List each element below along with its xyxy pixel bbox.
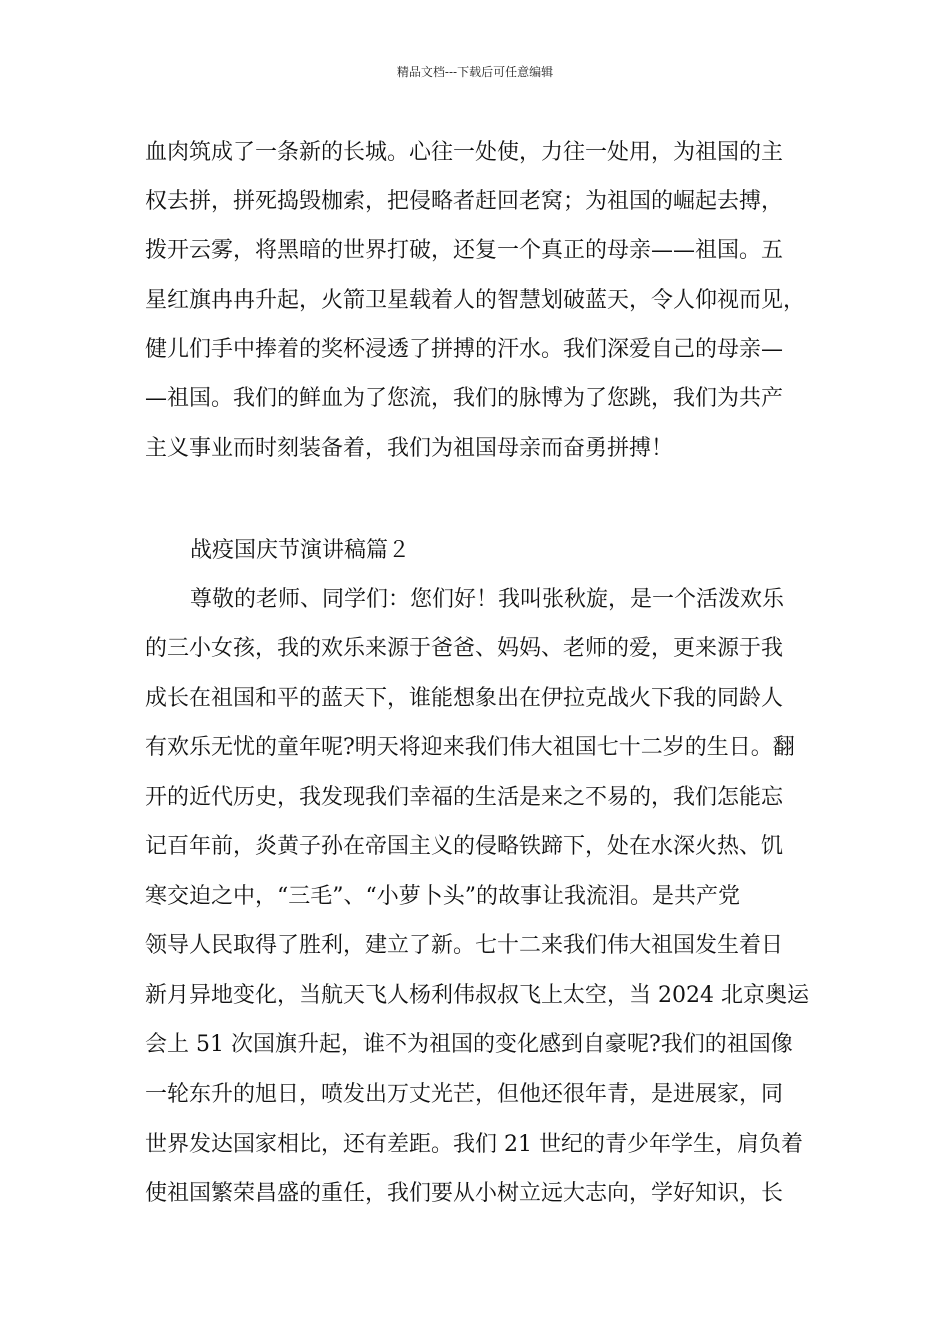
paragraph-1-line-6: —祖国。我们的鲜血为了您流，我们的脉博为了您跳，我们为共产: [145, 386, 784, 411]
paragraph-2-line-9: 新月异地变化，当航天飞人杨利伟叔叔飞上太空，当 2024 北京奥运: [145, 983, 809, 1008]
paragraph-2-line-13: 使祖国繁荣昌盛的重任，我们要从小树立远大志向，学好知识，长: [145, 1181, 784, 1206]
paragraph-2-line-3: 成长在祖国和平的蓝天下，谁能想象出在伊拉克战火下我的同龄人: [145, 686, 784, 711]
paragraph-1-line-5: 健儿们手中捧着的奖杯浸透了拼搏的汗水。我们深爱自己的母亲—: [145, 337, 784, 362]
paragraph-2-line-5: 开的近代历史，我发现我们幸福的生活是来之不易的，我们怎能忘: [145, 785, 784, 810]
paragraph-1-line-2: 权去拼，拼死捣毁枷索，把侵略者赶回老窝；为祖国的崛起去搏，: [145, 189, 784, 214]
paragraph-1-line-3: 拨开云雾，将黑暗的世界打破，还复一个真正的母亲——祖国。五: [145, 238, 784, 263]
paragraph-2-line-4: 有欢乐无忧的童年呢?明天将迎来我们伟大祖国七十二岁的生日。翻: [145, 735, 795, 760]
paragraph-1-line-4: 星红旗冉冉升起，火箭卫星载着人的智慧划破蓝天，令人仰视而见，: [145, 288, 806, 313]
paragraph-2-line-8: 领导人民取得了胜利，建立了新。七十二来我们伟大祖国发生着日: [145, 933, 784, 958]
paragraph-2-line-12: 世界发达国家相比，还有差距。我们 21 世纪的青少年学生，肩负着: [145, 1132, 803, 1157]
page-header: 精品文档---下载后可任意编辑: [396, 65, 554, 79]
paragraph-2-line-2: 的三小女孩，我的欢乐来源于爸爸、妈妈、老师的爱，更来源于我: [145, 636, 784, 661]
paragraph-2-line-1: 尊敬的老师、同学们：您们好！我叫张秋旋，是一个活泼欢乐: [190, 587, 785, 612]
paragraph-1-line-7: 主义事业而时刻装备着，我们为祖国母亲而奋勇拼搏！: [145, 436, 674, 461]
paragraph-2-line-6: 记百年前，炎黄子孙在帝国主义的侵略铁蹄下，处在水深火热、饥: [145, 834, 784, 859]
paragraph-1-line-1: 血肉筑成了一条新的长城。心往一处使，力往一处用，为祖国的主: [145, 140, 784, 165]
paragraph-2-line-7: 寒交迫之中，“三毛”、“小萝卜头”的故事让我流泪。是共产党: [145, 884, 740, 909]
paragraph-2-line-11: 一轮东升的旭日，喷发出万丈光芒，但他还很年青，是进展家，同: [145, 1082, 784, 1107]
section-title: 战疫国庆节演讲稿篇２: [190, 538, 411, 563]
paragraph-2-line-10: 会上 51 次国旗升起，谁不为祖国的变化感到自豪呢?我们的祖国像: [145, 1032, 793, 1057]
